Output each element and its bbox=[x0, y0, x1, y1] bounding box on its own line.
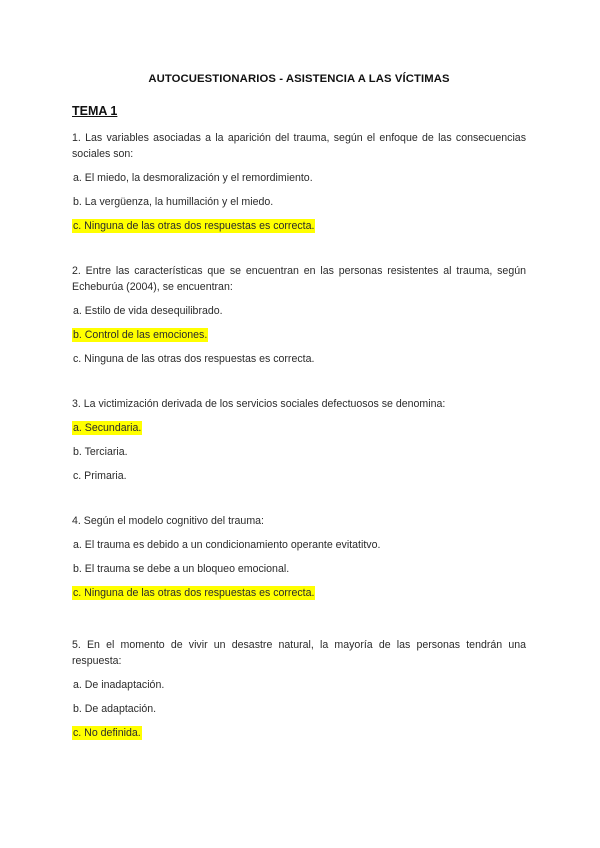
answer-option-correct: c. No definida. bbox=[73, 727, 141, 739]
answer-option-correct: b. Control de las emociones. bbox=[73, 329, 208, 341]
answer-option: b. La vergüenza, la humillación y el miedo. bbox=[73, 196, 274, 208]
answer-option-correct: a. Secundaria. bbox=[73, 422, 142, 434]
question-3 bbox=[72, 396, 526, 484]
answer-option: b. De adaptación. bbox=[73, 703, 157, 715]
answer-option: a. Estilo de vida desequilibrado. bbox=[73, 305, 223, 317]
document-title: AUTOCUESTIONARIOS - ASISTENCIA A LAS VÍCTIMAS bbox=[148, 73, 450, 85]
question-text: 2. Entre las características que se encuentran en las personas resistentes al trauma, según Echeburúa (2004), se encuentran: bbox=[72, 265, 526, 293]
answer-option: c. Ninguna de las otras dos respuestas es correcta. bbox=[73, 353, 315, 365]
answer-option-correct: c. Ninguna de las otras dos respuestas es correcta. bbox=[73, 220, 315, 232]
question-1 bbox=[72, 130, 526, 234]
question-text: 4. Según el modelo cognitivo del trauma: bbox=[72, 515, 264, 527]
answer-option: a. De inadaptación. bbox=[73, 679, 165, 691]
question-4 bbox=[72, 513, 526, 601]
question-text: 1. Las variables asociadas a la aparición del trauma, según el enfoque de las consecuencias sociales son: bbox=[72, 132, 526, 160]
answer-option: b. Terciaria. bbox=[73, 446, 128, 458]
question-text: 3. La victimización derivada de los servicios sociales defectuosos se denomina: bbox=[72, 398, 446, 410]
answer-option-correct: c. Ninguna de las otras dos respuestas es correcta. bbox=[73, 587, 315, 599]
answer-option: b. El trauma se debe a un bloqueo emocional. bbox=[73, 563, 290, 575]
section-title: TEMA 1 bbox=[72, 104, 118, 118]
question-text: 5. En el momento de vivir un desastre natural, la mayoría de las personas tendrán una respuesta: bbox=[72, 639, 526, 667]
question-2 bbox=[72, 263, 526, 367]
answer-option: c. Primaria. bbox=[73, 470, 127, 482]
answer-option: a. El trauma es debido a un condicionamiento operante evitatitvo. bbox=[73, 539, 381, 551]
question-5 bbox=[72, 637, 526, 741]
answer-option: a. El miedo, la desmoralización y el remordimiento. bbox=[73, 172, 313, 184]
